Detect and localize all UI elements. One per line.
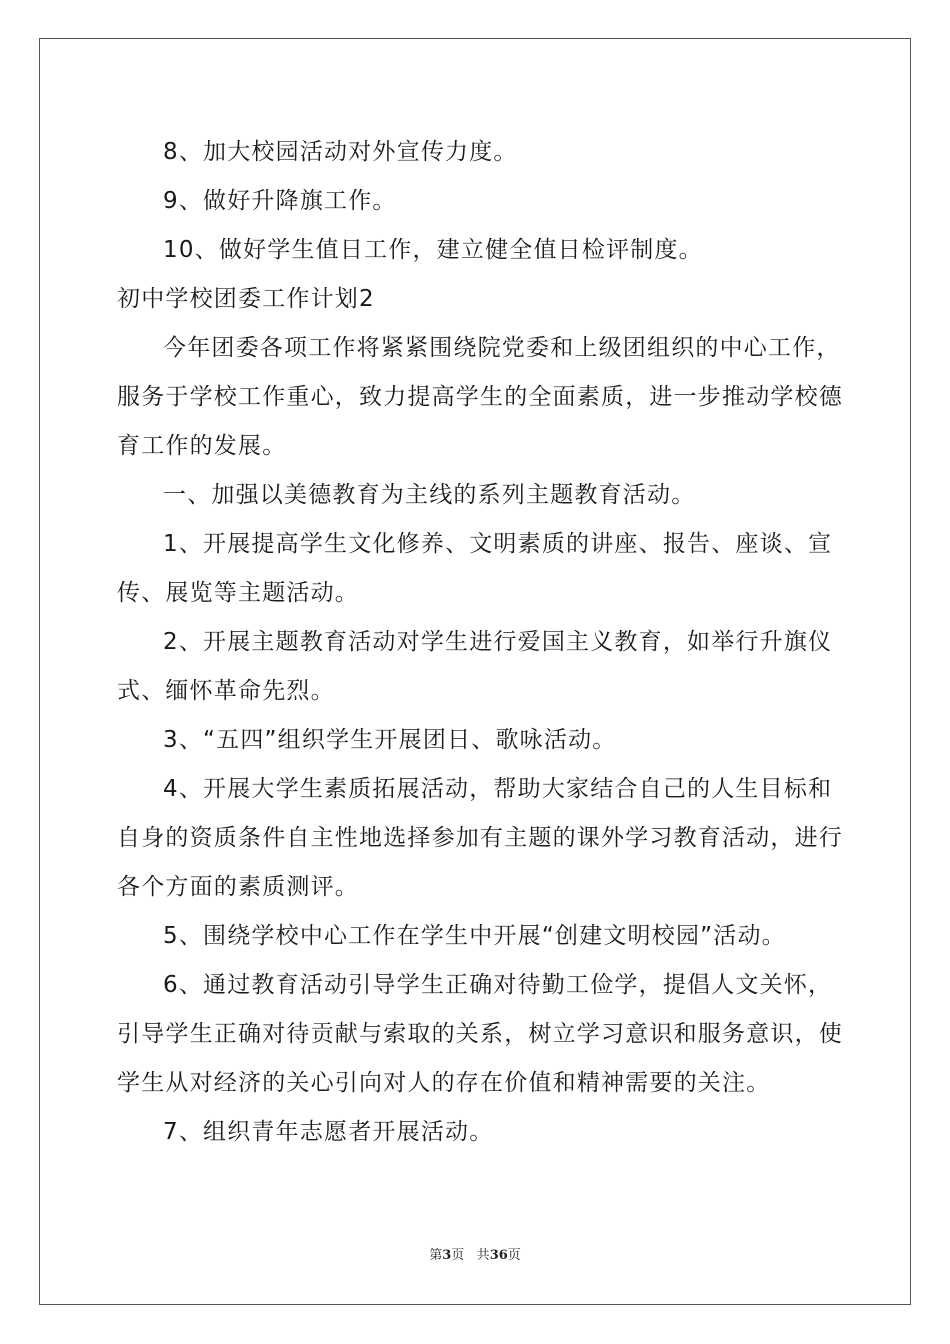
total-pages: 36 [489,1248,508,1263]
paragraph-line: 8、加大校园活动对外宣传力度。 [163,139,518,165]
paragraph-line: 学生从对经济的关心引向对人的存在价值和精神需要的关注。 [117,1070,771,1096]
paragraph-line: 引导学生正确对待贡献与索取的关系，树立学习意识和服务意识，使 [117,1021,843,1047]
paragraph-line: 4、开展大学生素质拓展活动，帮助大家结合自己的人生目标和 [163,776,833,802]
section-title: 初中学校团委工作计划2 [117,286,375,312]
total-prefix: 共 [476,1248,490,1263]
paragraph-line: 各个方面的素质测评。 [117,874,359,900]
paragraph-line: 6、通过教育活动引导学生正确对待勤工俭学，提倡人文关怀， [163,972,833,998]
paragraph-line: 传、展览等主题活动。 [117,580,359,606]
paragraph-line: 5、围绕学校中心工作在学生中开展“创建文明校园”活动。 [163,923,786,949]
paragraph-line: 1、开展提高学生文化修养、文明素质的讲座、报告、座谈、宣 [163,531,833,557]
paragraph-line: 式、缅怀革命先烈。 [117,678,335,704]
paragraph-line: 服务于学校工作重心，致力提高学生的全面素质，进一步推动学校德 [117,384,843,410]
page-number: 3 [442,1248,452,1263]
paragraph-line: 7、组织青年志愿者开展活动。 [163,1119,494,1145]
page-suffix: 页 [451,1248,465,1263]
page-prefix: 第 [429,1248,443,1263]
page-footer [0,1244,950,1263]
paragraph-line: 3、“五四”组织学生开展团日、歌咏活动。 [163,727,617,753]
total-suffix: 页 [507,1248,521,1263]
paragraph-line: 2、开展主题教育活动对学生进行爱国主义教育，如举行升旗仪 [163,629,833,655]
paragraph-line: 育工作的发展。 [117,433,287,459]
paragraph-line: 自身的资质条件自主性地选择参加有主题的课外学习教育活动，进行 [117,825,843,851]
paragraph-line: 10、做好学生值日工作，建立健全值日检评制度。 [163,237,703,263]
paragraph-line: 9、做好升降旗工作。 [163,188,397,214]
paragraph-line: 一、加强以美德教育为主线的系列主题教育活动。 [163,482,696,508]
document-body [117,128,843,1157]
paragraph-line: 今年团委各项工作将紧紧围绕院党委和上级团组织的中心工作， [163,335,841,361]
